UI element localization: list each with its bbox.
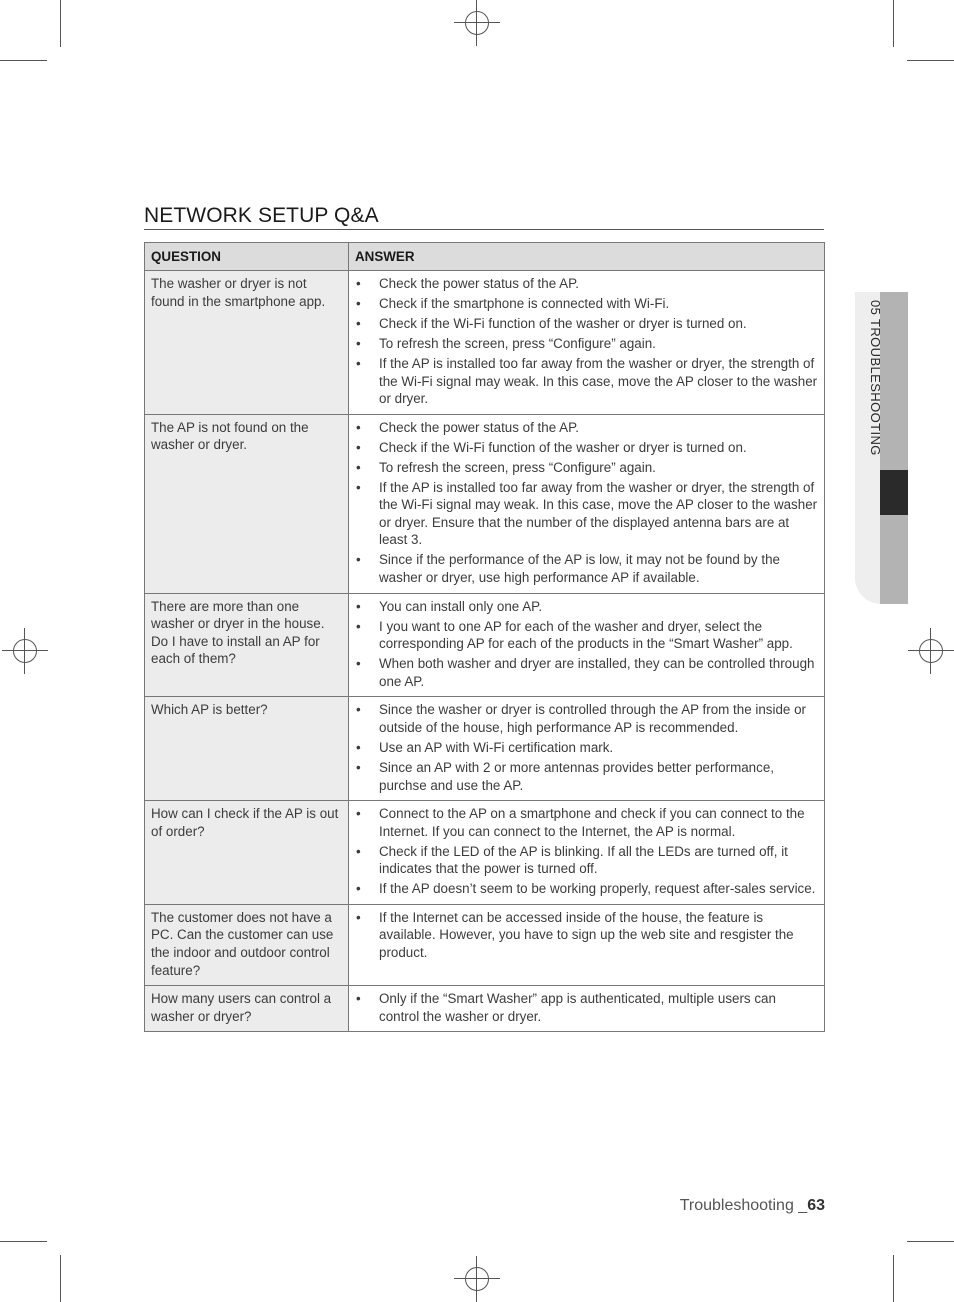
question-cell: There are more than one washer or dryer in the house. Do I have to install an AP for each of them? [145,593,349,697]
list-item: • Check if the smartphone is connected with Wi-Fi. [356,295,818,313]
list-item: • Check if the Wi-Fi function of the washer or dryer is turned on. [356,439,818,457]
answer-list [356,701,818,794]
answer-list [356,419,818,587]
table-row [145,986,825,1032]
list-item: • Since if the performance of the AP is low, it may not be found by the washer or dryer, use high performance AP if available. [356,551,818,586]
list-item: • Only if the “Smart Washer” app is authenticated, multiple users can control the washer or dryer. [356,990,818,1025]
table-row [145,593,825,697]
question-cell: The AP is not found on the washer or dryer. [145,414,349,593]
list-item: • If the AP is installed too far away from the washer or dryer, the strength of the Wi-Fi signal may weak. In this case, move the AP closer to the washer or dryer. Ensure that the number of the displayed antenna bars are at least 3. [356,479,818,549]
answer-cell [349,986,825,1032]
question-cell: Which AP is better? [145,697,349,801]
registration-mark-icon [454,1256,500,1302]
page-number: 63 [807,1197,825,1214]
crop-mark [0,1241,47,1242]
answer-cell [349,271,825,415]
page-title: NETWORK SETUP Q&A [144,204,824,230]
table-row [145,414,825,593]
qa-table-body [145,271,825,1032]
answer-list [356,909,818,962]
table-row [145,697,825,801]
answer-cell [349,801,825,905]
list-item: • Check if the LED of the AP is blinking. If all the LEDs are turned off, it indicates that the power is turned off. [356,843,818,878]
table-header-row [145,243,825,271]
side-tab-bar [880,292,908,604]
list-item: • Since an AP with 2 or more antennas provides better performance, purchse and use the AP. [356,759,818,794]
table-row [145,801,825,905]
question-cell: The customer does not have a PC. Can the customer can use the indoor and outdoor control feature? [145,904,349,985]
registration-mark-icon [454,0,500,46]
crop-mark [907,1241,954,1242]
list-item: • If the Internet can be accessed inside of the house, the feature is available. However, you have to sign up the web site and resgister the product. [356,909,818,962]
list-item: • When both washer and dryer are installed, they can be controlled through one AP. [356,655,818,690]
answer-cell [349,414,825,593]
side-tab-label: 05 TROUBLESHOOTING [868,300,883,456]
registration-mark-icon [2,628,48,674]
side-tab-marker [880,470,908,515]
table-row [145,271,825,415]
list-item: • Use an AP with Wi-Fi certification mark. [356,739,818,757]
list-item: • To refresh the screen, press “Configure” again. [356,459,818,477]
answer-header: ANSWER [349,243,825,271]
list-item: • Check the power status of the AP. [356,275,818,293]
registration-mark-icon [908,628,954,674]
list-item: • If the AP is installed too far away from the washer or dryer, the strength of the Wi-Fi signal may weak. In this case, move the AP closer to the washer or dryer. [356,355,818,408]
list-item: • You can install only one AP. [356,598,818,616]
question-cell: How can I check if the AP is out of order? [145,801,349,905]
crop-mark [893,0,894,47]
list-item: • Since the washer or dryer is controlled through the AP from the inside or outside of the house, high performance AP is recommended. [356,701,818,736]
list-item: • To refresh the screen, press “Configure” again. [356,335,818,353]
answer-list [356,598,818,691]
answer-list [356,805,818,898]
answer-cell [349,593,825,697]
question-header: QUESTION [145,243,349,271]
crop-mark [907,60,954,61]
list-item: • If the AP doesn’t seem to be working properly, request after-sales service. [356,880,818,898]
crop-mark [60,0,61,47]
qa-table [144,242,825,1032]
footer-section-label: Troubleshooting _ [679,1197,808,1214]
crop-mark [60,1255,61,1302]
question-cell: How many users can control a washer or dryer? [145,986,349,1032]
answer-cell [349,697,825,801]
list-item: • Connect to the AP on a smartphone and check if you can connect to the Internet. If you can connect to the Internet, the AP is normal. [356,805,818,840]
answer-list [356,275,818,408]
crop-mark [0,60,47,61]
answer-cell [349,904,825,985]
crop-mark [893,1255,894,1302]
question-cell: The washer or dryer is not found in the smartphone app. [145,271,349,415]
list-item: • Check the power status of the AP. [356,419,818,437]
page-footer [680,1197,825,1215]
answer-list [356,990,818,1025]
list-item: • I you want to one AP for each of the washer and dryer, select the corresponding AP for each of the products in the “Smart Washer” app. [356,618,818,653]
list-item: • Check if the Wi-Fi function of the washer or dryer is turned on. [356,315,818,333]
table-row [145,904,825,985]
